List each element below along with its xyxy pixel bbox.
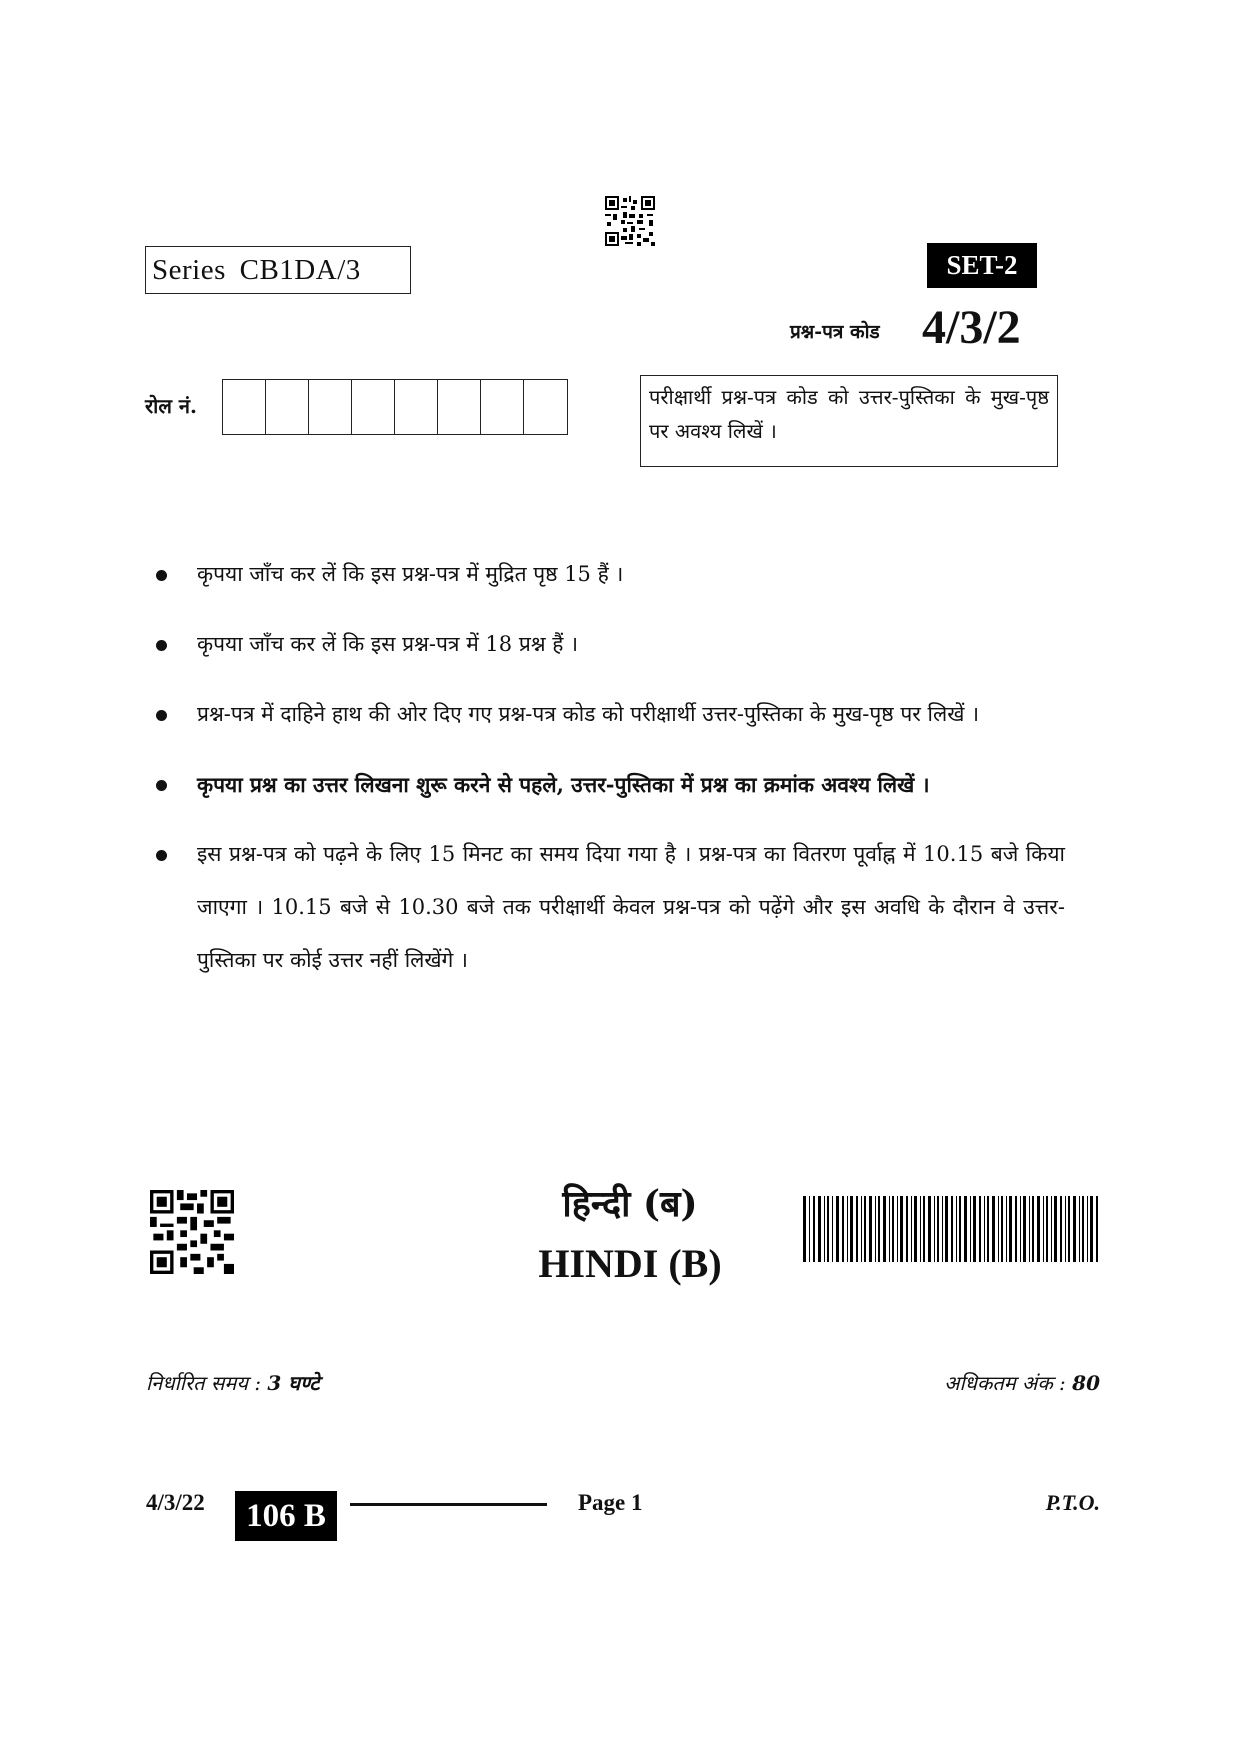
roll-number-box [352, 380, 395, 434]
subject-title-english: HINDI (B) [538, 1241, 722, 1286]
instructions-list [150, 548, 1065, 1004]
instruction-item [150, 758, 1065, 811]
marks-value: 80 [1072, 1371, 1100, 1395]
instruction-item [150, 688, 1065, 741]
bullet-icon [156, 780, 167, 791]
roll-number-box [481, 380, 524, 434]
roll-number-label: रोल नं. [145, 394, 197, 418]
series-code: Series CB1DA/3 [145, 246, 411, 294]
set-badge: SET-2 [927, 243, 1037, 288]
paper-code-label: प्रश्न-पत्र कोड [790, 321, 880, 343]
footer-subject-code: 106 B [235, 1491, 337, 1541]
paper-code: 4/3/2 [922, 301, 1021, 354]
qr-code-bottom [150, 1190, 234, 1274]
code-notice-box: परीक्षार्थी प्रश्न-पत्र कोड को उत्तर-पुस्तिका के मुख-पृष्ठ पर अवश्य लिखें । [640, 375, 1058, 467]
bullet-icon [156, 850, 167, 861]
time-label: निर्धारित समय : [146, 1371, 268, 1395]
bullet-icon [156, 640, 167, 651]
roll-number-box [223, 380, 266, 434]
roll-number-box [438, 380, 481, 434]
roll-number-box [309, 380, 352, 434]
roll-number-boxes [222, 379, 568, 435]
instruction-item [150, 828, 1065, 987]
subject-title-hindi: हिन्दी (ब) [562, 1183, 698, 1225]
marks-label: अधिकतम अंक : [944, 1371, 1073, 1395]
instruction-item [150, 548, 1065, 601]
pto-label: P.T.O. [1045, 1490, 1100, 1515]
qr-code-top [605, 196, 655, 246]
instruction-text: प्रश्न-पत्र में दाहिने हाथ की ओर दिए गए प्रश्न-पत्र कोड को परीक्षार्थी उत्तर-पुस्तिका के मुख-पृष्ठ पर लिखें । [197, 702, 980, 726]
page-number: Page 1 [578, 1490, 643, 1515]
instruction-text: इस प्रश्न-पत्र को पढ़ने के लिए 15 मिनट का समय दिया गया है । प्रश्न-पत्र का वितरण पूर्वाह्न में 10.15 बजे किया जाएगा । 10.15 बजे से 10.30 बजे तक परीक्षार्थी केवल प्रश्न-पत्र को पढ़ेंगे और इस अवधि के दौरान वे उत्तर-पुस्तिका पर कोई उत्तर नहीं लिखेंगे । [197, 842, 1065, 972]
time-value: 3 घण्टे [267, 1371, 320, 1395]
roll-number-box [266, 380, 309, 434]
instruction-text: कृपया जाँच कर लें कि इस प्रश्न-पत्र में 18 प्रश्न हैं । [197, 632, 579, 656]
instruction-item [150, 618, 1065, 671]
roll-number-box [395, 380, 438, 434]
bullet-icon [156, 570, 167, 581]
barcode [803, 1196, 1098, 1262]
roll-number-box [524, 380, 567, 434]
time-allowed [146, 1369, 319, 1396]
instruction-text: कृपया प्रश्न का उत्तर लिखना शुरू करने से पहले, उत्तर-पुस्तिका में प्रश्न का क्रमांक अवश्य लिखें । [197, 772, 930, 797]
bullet-icon [156, 710, 167, 721]
instruction-text: कृपया जाँच कर लें कि इस प्रश्न-पत्र में मुद्रित पृष्ठ 15 हैं । [197, 562, 624, 586]
footer-code: 4/3/22 [146, 1490, 205, 1515]
maximum-marks [920, 1369, 1100, 1396]
footer-divider [350, 1503, 547, 1506]
